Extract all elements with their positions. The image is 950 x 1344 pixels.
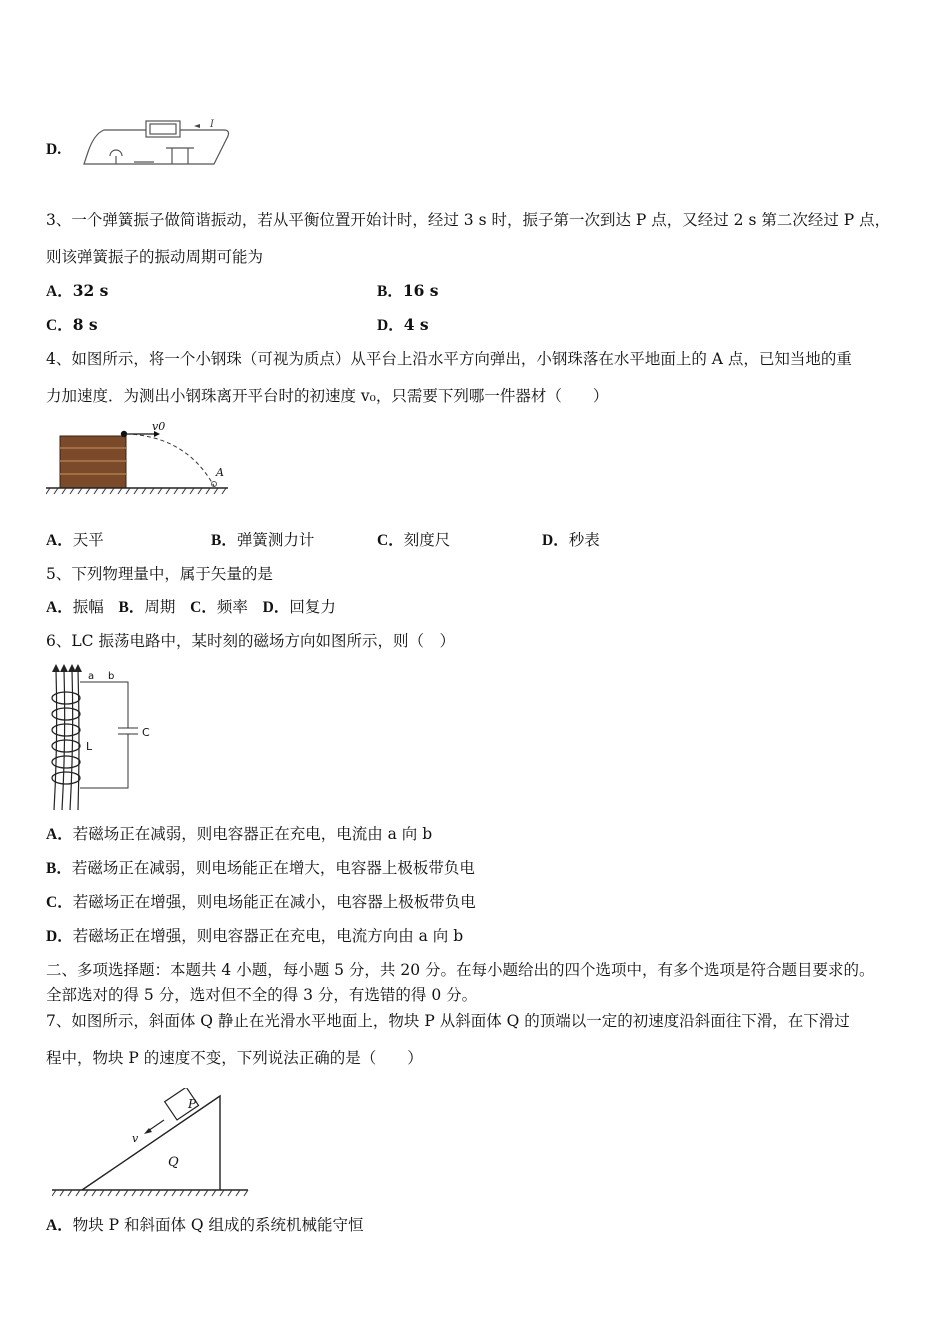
q4-option-b: B．弹簧测力计 — [211, 531, 315, 549]
q4-point-a-label: A — [216, 466, 224, 479]
section2-heading-line1: 二、多项选择题：本题共 4 小题，每小题 5 分，共 20 分。在每小题给出的四个选项中，有多个选项是符合题目要求的。 — [46, 961, 875, 979]
q6-option-c: C．若磁场正在增强，则电场能正在减小，电容器上极板带负电 — [46, 893, 476, 911]
svg-text:I: I — [210, 119, 214, 130]
q7-stem-line2: 程中，物块 P 的速度不变，下列说法正确的是（ ） — [46, 1049, 423, 1067]
q4-option-c: C．刻度尺 — [377, 531, 451, 549]
q7-option-a: A．物块 P 和斜面体 Q 组成的系统机械能守恒 — [46, 1216, 364, 1234]
q3-option-b: B．16 s — [377, 281, 439, 300]
q6-option-d: D．若磁场正在增强，则电容器正在充电，电流方向由 a 向 b — [46, 927, 464, 945]
q6-option-a: A．若磁场正在减弱，则电容器正在充电，电流由 a 向 b — [46, 825, 433, 843]
q3-option-d: D．4 s — [377, 315, 429, 334]
q6-stem: 6、LC 振荡电路中，某时刻的磁场方向如图所示，则（ ） — [46, 632, 455, 650]
q6-label-b: b — [108, 671, 115, 682]
q7-label-v: v — [132, 1132, 139, 1145]
q2-circuit-figure — [74, 112, 234, 174]
q6-label-l: L — [86, 740, 93, 753]
q3-stem-line1: 3、一个弹簧振子做简谐振动，若从平衡位置开始计时，经过 3 s 时，振子第一次到达 P 点，又经过 2 s 第二次经过 P 点， — [46, 211, 891, 229]
q7-stem-line1: 7、如图所示，斜面体 Q 静止在光滑水平地面上，物块 P 从斜面体 Q 的顶端以一定的初速度沿斜面往下滑，在下滑过 — [46, 1012, 850, 1030]
q4-stem-line2: 力加速度．为测出小钢珠离开平台时的初速度 v₀，只需要下列哪一件器材（ ） — [46, 387, 609, 405]
q2-option-d-label: D. — [46, 141, 62, 158]
q3-stem-line2: 则该弹簧振子的振动周期可能为 — [46, 248, 264, 266]
q6-label-c: C — [142, 726, 150, 739]
q6-label-a: a — [88, 671, 95, 682]
q7-label-q: Q — [168, 1155, 179, 1170]
q3-option-a: A．32 s — [46, 281, 109, 300]
q7-incline-figure — [52, 1088, 252, 1200]
q4-projectile-figure — [46, 418, 236, 496]
section2-heading-line2: 全部选对的得 5 分，选对但不全的得 3 分，有选错的得 0 分。 — [46, 986, 478, 1004]
q6-lc-circuit-figure — [40, 660, 160, 812]
q6-option-b: B．若磁场正在减弱，则电场能正在增大，电容器上极板带负电 — [46, 859, 475, 877]
q5-options: A．振幅 B．周期 C．频率 D．回复力 — [46, 598, 336, 616]
q4-v0-label: v0 — [152, 420, 166, 433]
q3-option-c: C．8 s — [46, 315, 98, 334]
q4-stem-line1: 4、如图所示，将一个小钢珠（可视为质点）从平台上沿水平方向弹出，小钢珠落在水平地面上的 A 点，已知当地的重 — [46, 350, 852, 368]
q4-option-d: D．秒表 — [542, 531, 600, 549]
q5-stem: 5、下列物理量中，属于矢量的是 — [46, 565, 273, 583]
q7-label-p: P — [188, 1097, 197, 1111]
q4-option-a: A．天平 — [46, 531, 104, 549]
